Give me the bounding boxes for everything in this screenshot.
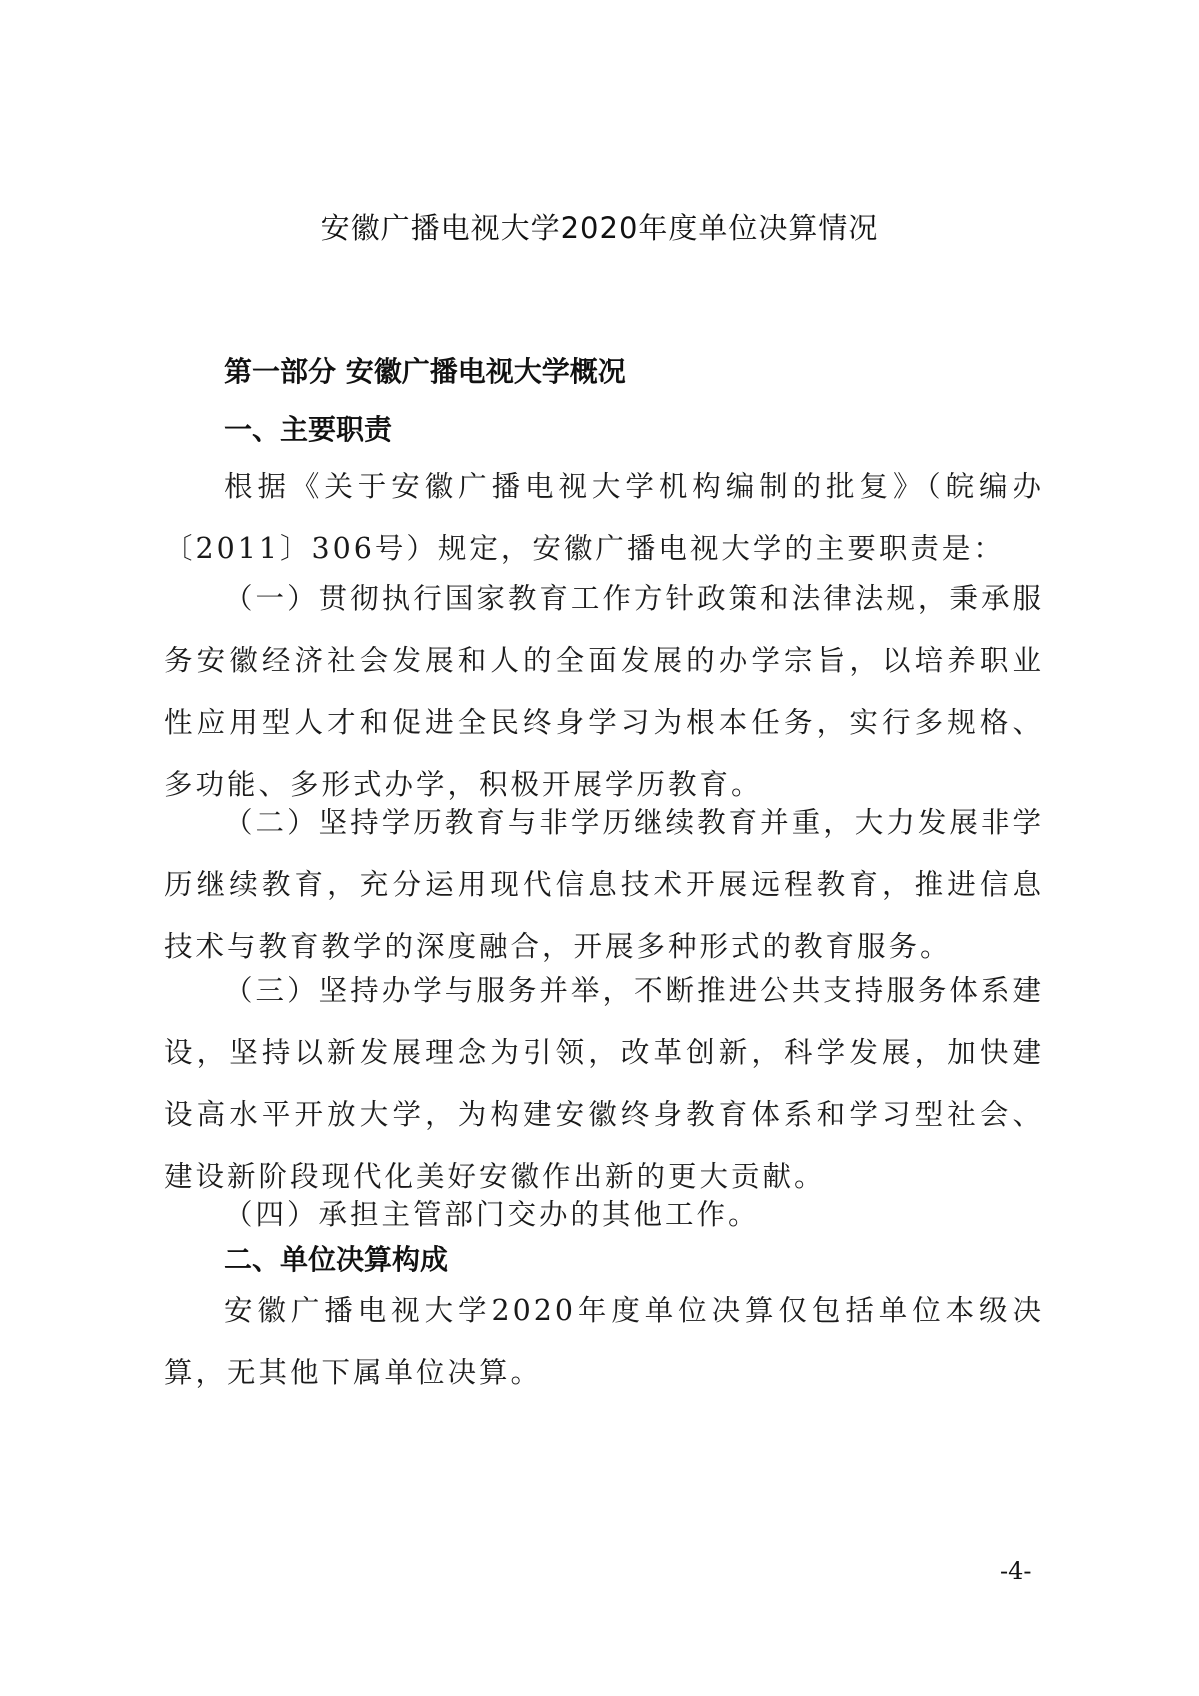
duty-2: （二）坚持学历教育与非学历继续教育并重，大力发展非学历继续教育，充分运用现代信息技术开展远程教育，推进信息技术与教育教学的深度融合，开展多种形式的教育服务。 <box>164 806 1044 963</box>
duty-3: （三）坚持办学与服务并举，不断推进公共支持服务体系建设，坚持以新发展理念为引领，改革创新，科学发展，加快建设高水平开放大学，为构建安徽终身教育体系和学习型社会、建设新阶段现代化美好安徽作出新的更大贡献。 <box>164 974 1044 1193</box>
section1-intro: 根据《关于安徽广播电视大学机构编制的批复》（皖编办〔2011〕306号）规定，安徽广播电视大学的主要职责是： <box>164 470 1044 565</box>
duty-1: （一）贯彻执行国家教育工作方针政策和法律法规，秉承服务安徽经济社会发展和人的全面发展的办学宗旨，以培养职业性应用型人才和促进全民终身学习为根本任务，实行多规格、多功能、多形式办学，积极开展学历教育。 <box>164 582 1044 801</box>
page-number: -4- <box>1000 1557 1032 1585</box>
document-title: 安徽广播电视大学2020年度单位决算情况 <box>320 211 879 245</box>
part1-heading: 第一部分 安徽广播电视大学概况 <box>224 355 626 388</box>
duty-4: （四）承担主管部门交办的其他工作。 <box>224 1198 760 1231</box>
section2-heading: 二、单位决算构成 <box>224 1243 449 1276</box>
section2-text: 安徽广播电视大学2020年度单位决算仅包括单位本级决算，无其他下属单位决算。 <box>164 1294 1044 1389</box>
section1-heading: 一、主要职责 <box>224 413 393 446</box>
